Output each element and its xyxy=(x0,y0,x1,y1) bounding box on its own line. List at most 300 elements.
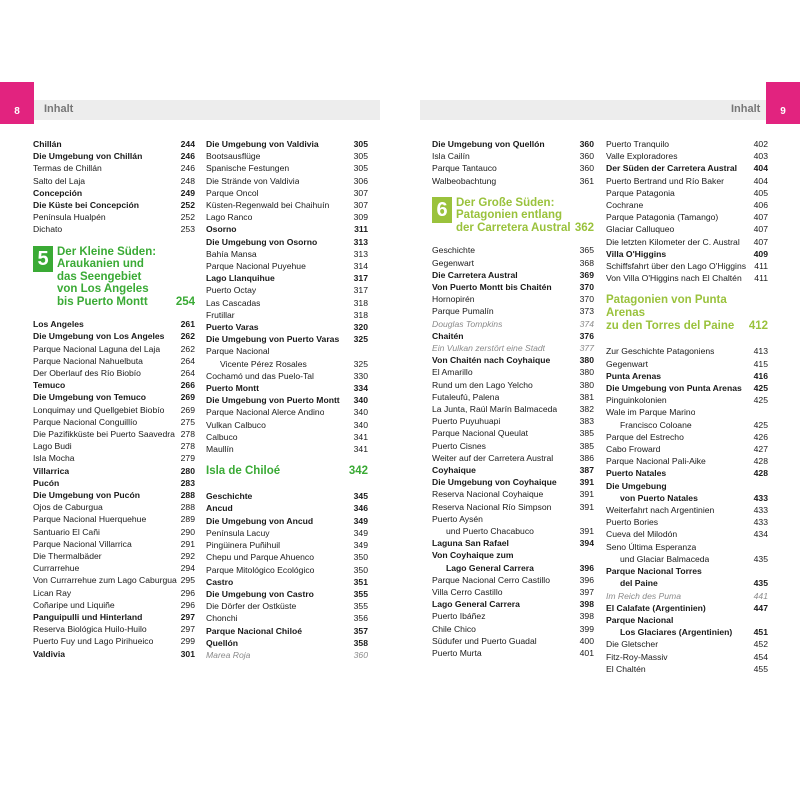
toc-entry[interactable] xyxy=(432,452,594,464)
toc-entry-title: Lonquimay und Quellgebiet Biobío xyxy=(33,404,165,415)
page-number-tab-right: 9 xyxy=(766,82,800,124)
toc-entry[interactable] xyxy=(432,513,594,525)
toc-entry[interactable] xyxy=(432,293,594,305)
toc-entry[interactable] xyxy=(432,464,594,476)
toc-entry-title: Südufer und Puerto Guadal xyxy=(432,635,537,646)
toc-entry-title: Schiffsfahrt über den Lago O'Higgins xyxy=(606,261,747,272)
toc-entry-page: 278 xyxy=(180,428,195,439)
toc-entry-page: 346 xyxy=(353,503,368,514)
chapter-heading-5[interactable] xyxy=(33,246,195,309)
toc-entry-title: Weiter auf der Carretera Austral xyxy=(432,452,554,463)
toc-entry[interactable] xyxy=(432,366,594,378)
chapter-page: 254 xyxy=(175,295,195,308)
toc-entry[interactable] xyxy=(206,490,368,502)
toc-entry-page: 369 xyxy=(579,269,594,280)
toc-entry-title: Parque Pumalín xyxy=(432,306,494,317)
toc-entry[interactable] xyxy=(606,175,768,187)
toc-entry[interactable] xyxy=(206,162,368,174)
toc-entry-title: Calbuco xyxy=(206,431,238,442)
toc-entry[interactable] xyxy=(206,612,368,624)
toc-entry-page: 433 xyxy=(753,492,768,503)
toc-entry-page: 455 xyxy=(753,663,768,674)
toc-entry[interactable] xyxy=(606,528,768,540)
toc-entry-page: 288 xyxy=(180,502,195,513)
toc-entry-page: 425 xyxy=(753,419,768,430)
toc-entry[interactable] xyxy=(606,455,768,467)
toc-entry[interactable] xyxy=(432,476,594,488)
toc-entry-page xyxy=(364,345,368,357)
toc-entry[interactable] xyxy=(432,415,594,427)
toc-entry[interactable] xyxy=(33,574,195,586)
toc-entry[interactable] xyxy=(206,187,368,199)
toc-entry[interactable] xyxy=(206,138,368,150)
toc-entry[interactable] xyxy=(432,244,594,256)
toc-entry[interactable] xyxy=(206,382,368,394)
toc-entry[interactable] xyxy=(33,501,195,513)
toc-entry[interactable] xyxy=(206,551,368,563)
toc-list xyxy=(33,318,195,660)
toc-entry-title: Villarrica xyxy=(33,465,70,476)
toc-entry[interactable] xyxy=(606,467,768,479)
toc-entry-page: 305 xyxy=(353,139,368,149)
toc-entry[interactable] xyxy=(206,406,368,418)
toc-entry[interactable] xyxy=(432,162,594,174)
toc-entry[interactable] xyxy=(33,150,195,162)
toc-entry[interactable] xyxy=(206,588,368,600)
toc-entry[interactable] xyxy=(206,358,368,370)
toc-entry-title: Puerto Ibáñez xyxy=(432,611,486,622)
toc-entry-page: 313 xyxy=(353,236,368,247)
toc-entry-page: 415 xyxy=(753,358,768,369)
toc-entry-page: 404 xyxy=(753,175,768,186)
toc-entry[interactable] xyxy=(206,527,368,539)
toc-entry[interactable] xyxy=(206,321,368,333)
toc-entry-page xyxy=(590,549,594,561)
toc-entry-page: 266 xyxy=(180,380,195,391)
toc-entry-title: Puerto Montt xyxy=(206,383,259,394)
toc-entry-title: Vulkan Calbuco xyxy=(206,419,266,430)
toc-entry[interactable] xyxy=(206,260,368,272)
toc-entry[interactable] xyxy=(33,550,195,562)
toc-entry[interactable] xyxy=(33,404,195,416)
toc-entry-page: 376 xyxy=(579,330,594,341)
toc-entry[interactable] xyxy=(432,586,594,598)
toc-entry[interactable] xyxy=(606,345,768,357)
toc-entry-title: Puerto Aysén xyxy=(432,513,483,524)
toc-entry-page: 387 xyxy=(579,464,594,475)
toc-entry[interactable] xyxy=(606,480,768,492)
toc-entry-title: Gegenwart xyxy=(432,257,475,268)
section-heading-punta-arenas[interactable] xyxy=(606,294,768,333)
toc-entry[interactable] xyxy=(33,440,195,452)
toc-entry[interactable] xyxy=(432,525,594,537)
toc-entry-title: Villa Cerro Castillo xyxy=(432,587,503,597)
section-title xyxy=(606,294,749,333)
toc-entry[interactable] xyxy=(606,504,768,516)
toc-entry-title: Glaciar Calluqueo xyxy=(606,224,675,235)
toc-entry[interactable] xyxy=(606,248,768,260)
toc-entry-title: Die Umgebung von Castro xyxy=(206,588,314,599)
toc-entry-title: Puerto Puyuhuapi xyxy=(432,416,501,427)
toc-entry[interactable] xyxy=(606,516,768,528)
toc-entry[interactable] xyxy=(206,576,368,588)
toc-entry[interactable] xyxy=(33,635,195,647)
toc-entry-page: 349 xyxy=(353,540,368,551)
toc-entry-page: 349 xyxy=(353,515,368,526)
toc-entry[interactable] xyxy=(33,162,195,174)
toc-entry[interactable] xyxy=(606,565,768,577)
toc-entry-page: 355 xyxy=(353,588,368,599)
toc-entry-title: Península Hualpén xyxy=(33,212,106,223)
toc-entry[interactable] xyxy=(206,370,368,382)
toc-entry[interactable] xyxy=(432,537,594,549)
toc-entry[interactable] xyxy=(606,370,768,382)
toc-entry-title: Punta Arenas xyxy=(606,370,662,381)
toc-entry[interactable] xyxy=(606,260,768,272)
toc-entry[interactable] xyxy=(432,391,594,403)
toc-entry[interactable] xyxy=(206,345,368,357)
toc-entry-title: Puerto Cisnes xyxy=(432,440,486,451)
toc-entry-page: 290 xyxy=(180,526,195,537)
toc-entry-page xyxy=(764,614,768,626)
toc-entry-page: 340 xyxy=(353,407,368,418)
toc-entry-title: Parque Oncol xyxy=(206,187,259,198)
toc-entry-page xyxy=(764,565,768,577)
toc-entry[interactable] xyxy=(606,663,768,675)
toc-entry[interactable] xyxy=(206,431,368,443)
toc-entry[interactable] xyxy=(432,440,594,452)
toc-entry[interactable] xyxy=(206,637,368,649)
toc-entry[interactable] xyxy=(206,309,368,321)
toc-entry-title: Die letzten Kilometer der C. Austral xyxy=(606,236,740,247)
toc-entry[interactable] xyxy=(33,416,195,428)
toc-entry-page: 434 xyxy=(753,529,768,540)
toc-entry-title: Cabo Froward xyxy=(606,444,661,455)
toc-entry[interactable] xyxy=(33,538,195,550)
toc-entry-title: Puerto Tranquilo xyxy=(606,139,670,149)
toc-entry[interactable] xyxy=(606,541,768,553)
toc-entry-title: Francisco Coloane xyxy=(620,419,692,430)
toc-entry[interactable] xyxy=(33,489,195,501)
toc-entry[interactable] xyxy=(33,187,195,199)
toc-entry-title: Chile Chico xyxy=(432,623,476,634)
toc-entry-title: Panguipulli und Hinterland xyxy=(33,612,143,622)
toc-entry[interactable] xyxy=(206,515,368,527)
toc-entry-title: Die Gletscher xyxy=(606,639,659,650)
chapter-title xyxy=(57,246,172,309)
toc-entry[interactable] xyxy=(206,199,368,211)
toc-entry-page: 401 xyxy=(579,648,594,659)
toc-entry-page: 370 xyxy=(579,294,594,305)
toc-entry-page: 374 xyxy=(579,318,594,329)
toc-entry[interactable] xyxy=(606,406,768,418)
toc-entry-page: 294 xyxy=(180,563,195,574)
toc-entry[interactable] xyxy=(33,623,195,635)
toc-entry-title: Currarrehue xyxy=(33,563,80,574)
toc-entry[interactable] xyxy=(33,391,195,403)
toc-entry[interactable] xyxy=(206,272,368,284)
heading-line: Der Große Süden: xyxy=(456,196,555,209)
chapter-title xyxy=(456,197,571,235)
toc-entry-title: Parque Nacional Cerro Castillo xyxy=(432,574,550,585)
toc-entry[interactable] xyxy=(206,600,368,612)
toc-entry-page: 296 xyxy=(180,599,195,610)
toc-entry-page: 402 xyxy=(753,139,768,149)
toc-entry[interactable] xyxy=(606,553,768,565)
toc-entry-page: 382 xyxy=(579,403,594,414)
toc-entry[interactable] xyxy=(33,343,195,355)
toc-entry-page: 394 xyxy=(579,538,594,549)
toc-entry-title: Puerto Bories xyxy=(606,517,659,528)
toc-entry[interactable] xyxy=(606,614,768,626)
toc-entry[interactable] xyxy=(33,648,195,660)
toc-entry[interactable] xyxy=(606,382,768,394)
toc-entry[interactable] xyxy=(432,488,594,500)
toc-entry[interactable] xyxy=(33,318,195,330)
toc-entry-page: 340 xyxy=(353,395,368,406)
toc-entry-title: Isla Mocha xyxy=(33,453,75,464)
toc-entry-page: 398 xyxy=(579,599,594,610)
toc-entry[interactable] xyxy=(606,394,768,406)
toc-entry-title: Termas de Chillán xyxy=(33,163,102,174)
toc-entry[interactable] xyxy=(432,647,594,659)
toc-entry-title: Ojos de Caburgua xyxy=(33,502,103,513)
toc-entry[interactable] xyxy=(33,526,195,538)
toc-entry[interactable] xyxy=(606,236,768,248)
toc-entry-title: Villa O'Higgins xyxy=(606,248,667,259)
toc-entry-page: 433 xyxy=(753,505,768,516)
toc-entry[interactable] xyxy=(432,598,594,610)
toc-entry[interactable] xyxy=(206,502,368,514)
toc-entry[interactable] xyxy=(33,465,195,477)
toc-entry[interactable] xyxy=(432,610,594,622)
toc-entry-title: Pinguinkolonien xyxy=(606,395,667,406)
toc-entry[interactable] xyxy=(432,175,594,187)
toc-entry-title: Puerto Varas xyxy=(206,322,259,333)
toc-entry-title: Parque Nacional Nahuelbuta xyxy=(33,355,143,366)
header-title-left: Inhalt xyxy=(44,103,74,115)
toc-entry-title: Bootsausflüge xyxy=(206,151,261,162)
toc-entry[interactable] xyxy=(206,284,368,296)
toc-entry-title: Maullín xyxy=(206,444,234,455)
toc-entry[interactable] xyxy=(432,562,594,574)
toc-entry-page: 428 xyxy=(753,468,768,479)
toc-list xyxy=(432,138,594,187)
toc-entry-title: Zur Geschichte Patagoniens xyxy=(606,346,715,357)
toc-entry[interactable] xyxy=(606,419,768,431)
toc-entry-page: 407 xyxy=(753,236,768,247)
toc-entry[interactable] xyxy=(606,590,768,602)
toc-entry-page: 400 xyxy=(579,635,594,646)
toc-entry[interactable] xyxy=(432,379,594,391)
toc-entry-page: 269 xyxy=(180,404,195,415)
toc-entry-title: del Paine xyxy=(620,578,658,589)
toc-entry[interactable] xyxy=(206,175,368,187)
toc-entry[interactable] xyxy=(606,138,768,150)
toc-entry[interactable] xyxy=(432,269,594,281)
toc-entry[interactable] xyxy=(206,539,368,551)
toc-entry[interactable] xyxy=(206,394,368,406)
toc-entry[interactable] xyxy=(33,587,195,599)
toc-entry[interactable] xyxy=(606,272,768,284)
toc-entry[interactable] xyxy=(33,562,195,574)
toc-entry[interactable] xyxy=(606,211,768,223)
toc-entry-title: Salto del Laja xyxy=(33,175,86,186)
toc-entry[interactable] xyxy=(432,623,594,635)
toc-entry[interactable] xyxy=(432,281,594,293)
toc-entry[interactable] xyxy=(432,549,594,561)
toc-entry[interactable] xyxy=(33,379,195,391)
toc-entry-page: 288 xyxy=(180,489,195,500)
toc-entry-title: Die Umgebung von Puerto Varas xyxy=(206,334,340,345)
toc-entry[interactable] xyxy=(206,297,368,309)
toc-entry[interactable] xyxy=(606,602,768,614)
toc-entry-title: Pingüinera Puñihuil xyxy=(206,540,281,551)
toc-entry-title: Coñaripe und Liquiñe xyxy=(33,599,115,610)
toc-entry-title: Bahía Mansa xyxy=(206,248,257,259)
toc-entry-page: 307 xyxy=(353,187,368,198)
toc-entry-page: 391 xyxy=(579,501,594,512)
toc-entry-title: Geschichte xyxy=(432,245,475,256)
toc-entry-title: und Glaciar Balmaceda xyxy=(620,553,710,564)
toc-entry[interactable] xyxy=(33,175,195,187)
toc-entry-title: Península Lacuy xyxy=(206,527,270,538)
toc-entry[interactable] xyxy=(206,150,368,162)
section-heading-chiloe[interactable] xyxy=(206,465,368,478)
toc-entry[interactable] xyxy=(606,431,768,443)
toc-entry[interactable] xyxy=(33,199,195,211)
toc-entry[interactable] xyxy=(432,403,594,415)
toc-entry[interactable] xyxy=(33,138,195,150)
section-page: 342 xyxy=(348,465,368,478)
toc-entry[interactable] xyxy=(432,138,594,150)
toc-entry[interactable] xyxy=(206,649,368,661)
toc-entry[interactable] xyxy=(206,419,368,431)
toc-entry[interactable] xyxy=(606,162,768,174)
toc-entry[interactable] xyxy=(606,358,768,370)
toc-entry-title: El Chaltén xyxy=(606,663,646,674)
toc-entry-title: Chonchi xyxy=(206,613,238,624)
toc-entry[interactable] xyxy=(432,501,594,513)
toc-entry[interactable] xyxy=(606,638,768,650)
toc-entry-title: Parque Nacional Villarrica xyxy=(33,538,132,549)
toc-entry[interactable] xyxy=(33,211,195,223)
toc-entry-page: 451 xyxy=(753,627,768,638)
toc-entry-page: 380 xyxy=(579,367,594,378)
toc-entry-page: 350 xyxy=(353,564,368,575)
toc-entry-title: Puerto Natales xyxy=(606,468,667,479)
toc-entry-title: Los Glaciares (Argentinien) xyxy=(620,627,733,638)
toc-entry[interactable] xyxy=(432,427,594,439)
toc-entry[interactable] xyxy=(206,564,368,576)
heading-line: der Carretera Austral xyxy=(456,221,571,234)
toc-entry[interactable] xyxy=(606,150,768,162)
toc-entry-title: Die Umgebung von Ancud xyxy=(206,515,314,526)
toc-entry[interactable] xyxy=(33,367,195,379)
toc-entry-title: Valdivia xyxy=(33,648,66,659)
toc-entry-page: 407 xyxy=(753,224,768,235)
toc-entry[interactable] xyxy=(432,305,594,317)
toc-entry-page: 380 xyxy=(579,379,594,390)
toc-entry[interactable] xyxy=(432,635,594,647)
toc-entry-page: 306 xyxy=(353,175,368,186)
toc-entry[interactable] xyxy=(432,257,594,269)
toc-entry[interactable] xyxy=(606,626,768,638)
toc-entry-title: Marea Roja xyxy=(206,649,251,660)
toc-entry-title: Ein Vulkan zerstört eine Stadt xyxy=(432,342,546,353)
toc-entry-title: Von Currarrehue zum Lago Caburgua xyxy=(33,575,177,586)
toc-entry-page: 391 xyxy=(579,489,594,500)
toc-entry-page: 386 xyxy=(579,452,594,463)
toc-entry-title: Valle Exploradores xyxy=(606,151,678,162)
toc-entry-title: Von Villa O'Higgins nach El Chaltén xyxy=(606,273,742,284)
heading-line: Patagonien von Punta Arenas xyxy=(606,294,727,320)
toc-entry[interactable] xyxy=(33,223,195,235)
toc-entry-page: 317 xyxy=(353,273,368,284)
toc-entry-title: Die Thermalbäder xyxy=(33,550,102,561)
toc-entry-page: 350 xyxy=(353,552,368,563)
toc-entry[interactable] xyxy=(33,452,195,464)
toc-entry-page: 407 xyxy=(753,212,768,223)
toc-entry[interactable] xyxy=(606,492,768,504)
toc-entry[interactable] xyxy=(432,330,594,342)
toc-entry-title: Castro xyxy=(206,576,234,587)
toc-entry[interactable] xyxy=(432,342,594,354)
toc-entry-page: 409 xyxy=(753,248,768,259)
toc-entry[interactable] xyxy=(206,443,368,455)
toc-entry-title: Geschichte xyxy=(206,491,253,502)
toc-entry[interactable] xyxy=(432,354,594,366)
toc-entry-page: 252 xyxy=(180,200,195,211)
toc-entry[interactable] xyxy=(606,651,768,663)
toc-entry[interactable] xyxy=(206,248,368,260)
toc-entry[interactable] xyxy=(33,599,195,611)
toc-entry[interactable] xyxy=(606,443,768,455)
toc-entry[interactable] xyxy=(33,355,195,367)
toc-entry-title: Parque del Estrecho xyxy=(606,431,684,442)
toc-entry[interactable] xyxy=(206,625,368,637)
toc-entry[interactable] xyxy=(432,318,594,330)
toc-entry[interactable] xyxy=(33,611,195,623)
toc-entry-title: Parque Nacional Torres xyxy=(606,566,702,577)
toc-entry[interactable] xyxy=(33,513,195,525)
toc-entry[interactable] xyxy=(432,574,594,586)
toc-entry-title: Die Umgebung von Pucón xyxy=(33,489,140,500)
toc-entry-title: Walbeobachtung xyxy=(432,175,497,186)
toc-entry[interactable] xyxy=(206,211,368,223)
toc-entry-title: Die Umgebung von Chillán xyxy=(33,151,143,162)
toc-entry[interactable] xyxy=(606,199,768,211)
chapter-heading-6[interactable] xyxy=(432,197,594,235)
toc-entry[interactable] xyxy=(206,333,368,345)
toc-entry[interactable] xyxy=(33,477,195,489)
toc-column-3 xyxy=(432,138,594,659)
toc-entry-page: 356 xyxy=(353,613,368,624)
toc-entry[interactable] xyxy=(33,330,195,342)
toc-entry-title: Lago General Carrera xyxy=(446,562,534,573)
toc-entry[interactable] xyxy=(432,150,594,162)
toc-entry-title: Im Reich des Puma xyxy=(606,590,681,601)
toc-entry[interactable] xyxy=(206,223,368,235)
toc-entry-title: Puerto Octay xyxy=(206,285,257,296)
toc-entry[interactable] xyxy=(606,187,768,199)
toc-entry-page: 405 xyxy=(753,187,768,198)
toc-entry[interactable] xyxy=(33,428,195,440)
toc-entry[interactable] xyxy=(606,223,768,235)
toc-entry[interactable] xyxy=(206,236,368,248)
toc-entry[interactable] xyxy=(606,577,768,589)
toc-entry-page: 345 xyxy=(353,491,368,502)
